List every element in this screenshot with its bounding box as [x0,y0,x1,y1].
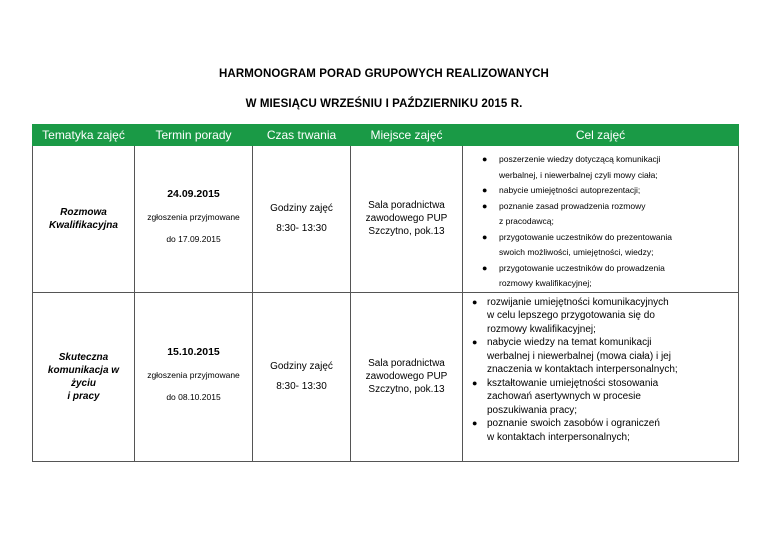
table-row [33,146,739,293]
place-cell [351,146,463,293]
duration-label: Godziny zajęć [270,202,333,214]
topic-line: komunikacja w życiu [47,364,120,389]
table-header-row [33,125,739,146]
list-item: ● nabycie wiedzy na temat komunikacji werbalnej i niewerbalnej (mowa ciała) i jej znaczenia w kontaktach interpersonalnych; [472,337,678,375]
topic-line: Kwalifikacyjna [49,219,118,231]
topic-line: Rozmowa [60,206,107,218]
session-date: 15.10.2015 [167,345,220,358]
date-cell [135,292,253,461]
place-line: zawodowego PUP [365,213,448,225]
goals-cell [463,146,739,293]
place-line: Szczytno, pok.13 [368,226,445,238]
document-title-line1: HARMONOGRAM PORAD GRUPOWYCH REALIZOWANYCH [219,68,549,80]
bullet-icon: ● [472,377,478,388]
bullet-icon: ● [472,337,478,347]
column-header-place: Miejsce zajęć [351,125,463,146]
duration-time: 8:30- 13:30 [276,222,327,234]
list-item: ● kształtowanie umiejętności stosowania zachowań asertywnych w procesie poszukiwania pracy; [472,377,659,416]
list-item: ● rozwijanie umiejętności komunikacyjnych w celu lepszego przygotowania się do rozmowy kwalifikacyjnej; [472,296,669,335]
duration-cell [253,146,351,293]
bullet-icon: ● [482,154,488,164]
table-row [33,292,739,461]
place-line: Sala poradnictwa [368,200,445,212]
registration-deadline: do 08.10.2015 [166,391,221,402]
registration-deadline: do 17.09.2015 [166,233,221,244]
topic-cell [33,292,135,461]
column-header-goals: Cel zajęć [463,125,739,146]
document-title-line2: W MIESIĄCU WRZEŚNIU I PAŹDZIERNIKU 2015 R. [245,98,523,110]
goals-list [463,293,738,445]
topic-line: Skuteczna [58,351,109,363]
place-line: zawodowego PUP [365,371,448,382]
place-line: Szczytno, pok.13 [368,384,445,395]
list-item: ● przygotowanie uczestników do prezentowania swoich możliwości, umiejętności, wiedzy; [482,231,672,257]
goals-list [463,146,738,292]
duration-cell [253,292,351,461]
list-item: ● przygotowanie uczestników do prowadzenia rozmowy kwalifikacyjnej; [482,262,665,288]
session-date: 24.09.2015 [167,187,220,200]
place-cell [351,292,463,461]
registration-note: zgłoszenia przyjmowane [147,211,240,222]
list-item: ● nabycie umiejętności autoprezentacji; [463,183,738,199]
duration-time: 8:30- 13:30 [276,380,327,392]
list-item: ● poznanie swoich zasobów i ograniczeń w kontaktach interpersonalnych; [472,418,660,443]
bullet-icon: ● [472,296,478,307]
column-header-topic: Tematyka zajęć [33,125,135,146]
list-item: ● poszerzenie wiedzy dotyczącą komunikacji werbalnej, i niewerbalnej czyli mowy ciała; [482,154,661,180]
bullet-icon: ● [482,262,488,273]
bullet-icon: ● [482,200,488,211]
schedule-table [32,124,739,462]
place-line: Sala poradnictwa [368,358,445,369]
bullet-icon: ● [472,418,478,428]
topic-line: i pracy [67,390,100,402]
goals-cell [463,292,739,461]
duration-label: Godziny zajęć [270,360,333,372]
topic-cell [33,146,135,293]
column-header-duration: Czas trwania [253,125,351,146]
column-header-date: Termin porady [135,125,253,146]
bullet-icon: ● [482,185,488,195]
registration-note: zgłoszenia przyjmowane [147,369,240,380]
bullet-icon: ● [482,231,488,242]
list-item: ● poznanie zasad prowadzenia rozmowy z pracodawcą; [482,200,646,226]
date-cell [135,146,253,293]
